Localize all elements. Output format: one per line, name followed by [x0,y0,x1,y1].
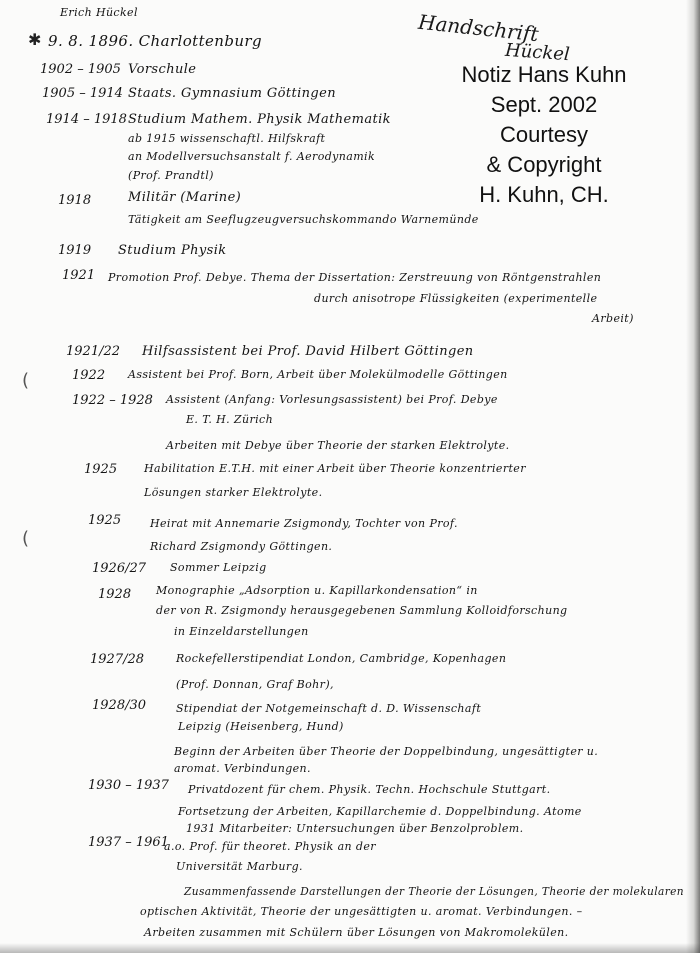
entry-text: Heirat mit Annemarie Zsigmondy, Tochter von Prof. [150,517,458,530]
birth-mark-icon: ✱ [28,30,42,49]
entry-year: 1918 [58,193,92,208]
entry-text: Leipzig (Heisenberg, Hund) [178,720,344,733]
entry-year: 1902 – 1905 [40,62,121,77]
entry-text: Studium Mathem. Physik Mathematik [128,112,391,127]
entry-year: 1925 [84,462,118,477]
entry-year: 1922 [72,368,106,383]
entry-text: Lösungen starker Elektrolyte. [144,486,323,499]
entry-year: 1914 – 1918 [46,112,127,127]
entry-text: Arbeiten mit Debye über Theorie der starken Elektrolyte. [166,439,510,452]
entry-text: Hilfsassistent bei Prof. David Hilbert Göttingen [142,344,474,359]
author-name: Erich Hückel [60,6,138,19]
entry-text: Vorschule [128,62,197,77]
entry-year: 1930 – 1937 [88,778,169,793]
entry-text: Militär (Marine) [128,190,242,205]
entry-text: Richard Zsigmondy Göttingen. [150,540,333,553]
notice-line-2: Sept. 2002 [490,92,598,117]
page-edge-shadow [686,0,700,953]
entry-text: a.o. Prof. für theoret. Physik an der [164,840,376,853]
entry-text: Privatdozent für chem. Physik. Techn. Hochschule Stuttgart. [188,783,551,796]
entry-text: Sommer Leipzig [170,561,267,574]
notice-line-1: Notiz Hans Kuhn [461,62,627,87]
entry-text: Staats. Gymnasium Göttingen [128,86,337,101]
notice-line-4: & Copyright [486,152,602,177]
entry-text: (Prof. Prandtl) [128,169,214,182]
entry-text: Studium Physik [118,243,227,258]
entry-text: Beginn der Arbeiten über Theorie der Doppelbindung, ungesättigter u. [174,745,599,758]
notice-line-5: H. Kuhn, CH. [479,182,609,207]
entry-text: Zusammenfassende Darstellungen der Theorie der Lösungen, Theorie der molekularen [184,885,685,898]
entry-text: Rockefellerstipendiat London, Cambridge, Kopenhagen [176,652,507,665]
entry-text: Fortsetzung der Arbeiten, Kapillarchemie d. Doppelbindung. Atome [178,805,582,818]
entry-text: Arbeit) [592,312,634,325]
handschrift-label: Handschrift [417,9,540,47]
entry-year: 1928/30 [92,698,147,713]
entry-text: Universität Marburg. [176,860,303,873]
entry-text: aromat. Verbindungen. [174,762,311,775]
entry-text: E. T. H. Zürich [186,413,274,426]
entry-text: (Prof. Donnan, Graf Bohr), [176,678,334,691]
entry-text: 1931 Mitarbeiter: Untersuchungen über Benzolproblem. [186,822,524,835]
entry-text: Assistent bei Prof. Born, Arbeit über Molekülmodelle Göttingen [128,368,508,381]
entry-year: 1922 – 1928 [72,393,153,408]
entry-year: 1919 [58,243,92,258]
entry-year: 1921 [62,268,96,283]
page-bottom-shadow [0,943,700,953]
notice-line-3: Courtesy [499,122,589,147]
entry-text: Assistent (Anfang: Vorlesungsassistent) bei Prof. Debye [166,393,498,406]
entry-text: an Modellversuchsanstalt f. Aerodynamik [128,150,376,163]
entry-text: Stipendiat der Notgemeinschaft d. D. Wissenschaft [176,702,482,715]
entry-text: Arbeiten zusammen mit Schülern über Lösungen von Makromolekülen. [144,926,569,939]
copyright-notice [446,60,642,210]
entry-year: 1925 [88,513,122,528]
punch-mark-icon: ( [22,528,30,549]
hueckel-label: Hückel [504,39,571,66]
entry-year: 1928 [98,587,132,602]
entry-text: der von R. Zsigmondy herausgegebenen Sammlung Kolloidforschung [156,604,568,617]
entry-year: 1937 – 1961 [88,835,169,850]
punch-mark-icon: ( [22,370,30,391]
entry-text: Monographie „Adsorption u. Kapillarkondensation“ in [156,584,478,597]
entry-year: 1921/22 [66,344,121,359]
entry-year: 1905 – 1914 [42,86,123,101]
entry-text: ab 1915 wissenschaftl. Hilfskraft [128,132,326,145]
entry-text: Promotion Prof. Debye. Thema der Dissertation: Zerstreuung von Röntgenstrahlen [108,271,602,284]
entry-text: durch anisotrope Flüssigkeiten (experimentelle [314,292,598,305]
entry-text: Tätigkeit am Seeflugzeugversuchskommando Warnemünde [128,213,479,226]
birth-line: 9. 8. 1896. Charlottenburg [48,32,262,50]
entry-text: in Einzeldarstellungen [174,625,309,638]
entry-year: 1926/27 [92,561,147,576]
entry-text: optischen Aktivität, Theorie der ungesättigten u. aromat. Verbindungen. – [140,905,583,918]
entry-year: 1927/28 [90,652,145,667]
entry-text: Habilitation E.T.H. mit einer Arbeit über Theorie konzentrierter [144,462,526,475]
